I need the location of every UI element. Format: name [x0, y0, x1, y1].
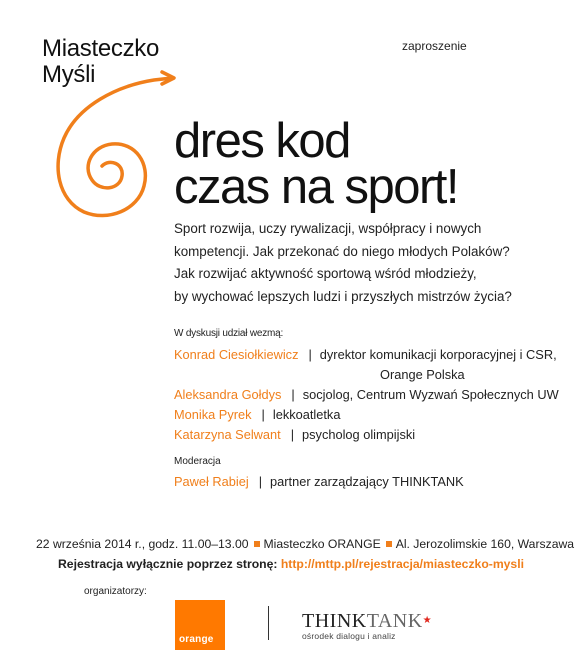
intro-line: Sport rozwija, uczy rywalizacji, współpracy i nowych [174, 221, 482, 236]
bullet-square-icon [254, 541, 260, 547]
speaker-role: dyrektor komunikacji korporacyjnej i CSR, [319, 347, 557, 362]
speaker-row [174, 345, 557, 365]
logo-line-2: Myśli [42, 61, 96, 88]
registration-link[interactable]: http://mttp.pl/rejestracja/miasteczko-mysli [280, 557, 524, 571]
moderator-name: Paweł Rabiej [174, 474, 249, 489]
star-icon: ★ [422, 615, 433, 626]
intro-paragraph [174, 218, 514, 308]
speaker-row [174, 405, 340, 425]
moderation-label: Moderacja [174, 456, 221, 467]
event-venue: Miasteczko ORANGE [263, 537, 381, 551]
panel-label: W dyskusji udział wezmą: [174, 328, 284, 339]
event-details [36, 537, 575, 551]
headline-line-2: czas na sport! [174, 160, 459, 214]
orange-logo [175, 600, 225, 650]
separator: | [291, 387, 295, 402]
organizers-label: organizatorzy: [84, 586, 147, 597]
headline [174, 114, 459, 214]
speaker-name: Konrad Ciesiołkiewicz [174, 347, 299, 362]
registration-line [36, 557, 546, 571]
speaker-role-continued: Orange Polska [380, 367, 465, 382]
moderator-row [174, 472, 464, 492]
speaker-role: socjolog, Centrum Wyzwań Społecznych UW [302, 387, 559, 402]
headline-line-1: dres kod [174, 114, 350, 168]
thinktank-title [302, 611, 432, 631]
invite-label: zaproszenie [402, 39, 467, 53]
thinktank-logo [302, 611, 432, 641]
bullet-square-icon [386, 541, 392, 547]
intro-line: Jak rozwijać aktywność sportową wśród młodzieży, [174, 266, 477, 281]
event-address: Al. Jerozolimskie 160, Warszawa [395, 537, 575, 551]
speaker-name: Monika Pyrek [174, 407, 252, 422]
separator: | [308, 347, 312, 362]
registration-label: Rejestracja wyłącznie poprzez stronę: [58, 557, 278, 571]
thinktank-subtitle: ośrodek dialogu i analiz [302, 631, 396, 641]
separator: | [261, 407, 265, 422]
logo-line-1: Miasteczko [42, 35, 160, 62]
spiral-logo-icon [50, 62, 180, 242]
thinktank-think: THINK [302, 610, 367, 632]
speaker-row [174, 385, 559, 405]
logo-divider [268, 606, 269, 640]
speaker-role: lekkoatletka [272, 407, 341, 422]
intro-line: by wychować lepszych ludzi i przyszłych mistrzów życia? [174, 288, 512, 304]
moderator-role: partner zarządzający THINKTANK [270, 474, 464, 489]
thinktank-tank: TANK [366, 610, 423, 632]
speaker-name: Aleksandra Gołdys [174, 387, 282, 402]
separator: | [258, 474, 263, 489]
orange-logo-text: orange [179, 634, 214, 645]
speaker-name: Katarzyna Selwant [174, 427, 281, 442]
event-date-time: 22 września 2014 r., godz. 11.00–13.00 [36, 537, 249, 551]
speaker-row [174, 425, 415, 445]
speaker-role: psycholog olimpijski [302, 427, 416, 442]
intro-line: kompetencji. Jak przekonać do niego młodych Polaków? [174, 243, 510, 259]
separator: | [290, 427, 295, 442]
